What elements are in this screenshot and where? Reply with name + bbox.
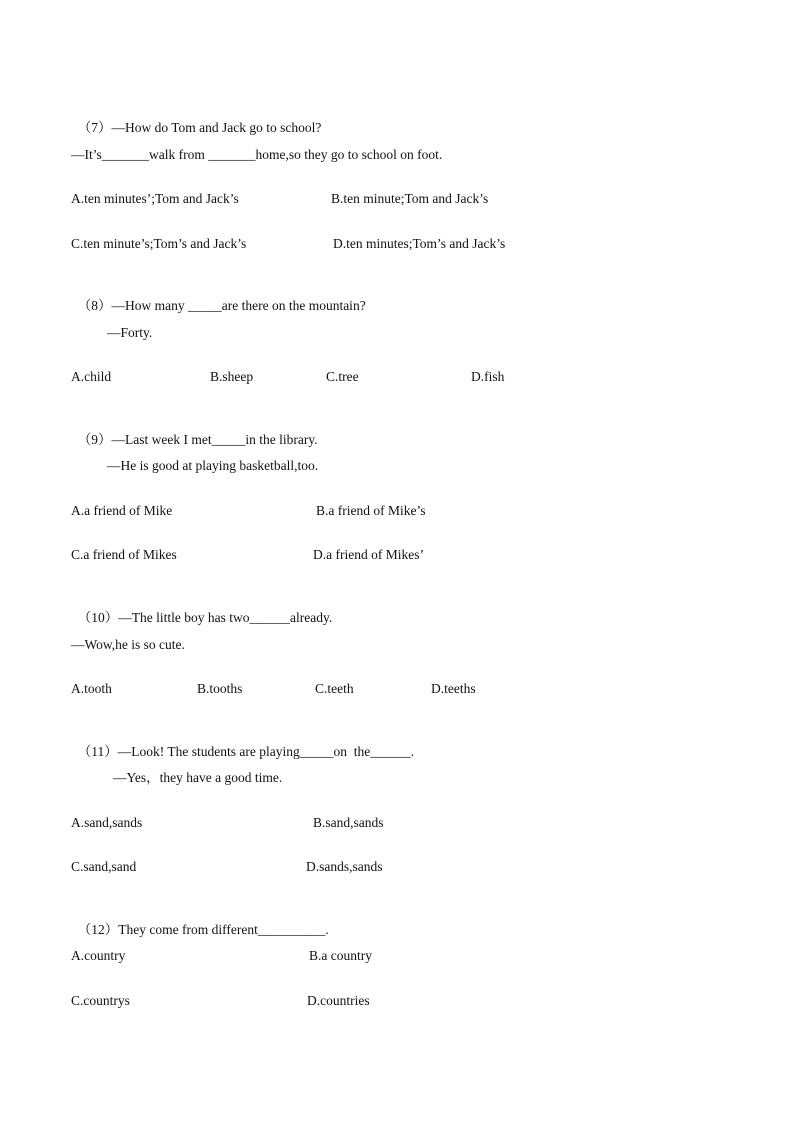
question-number: （9） [77, 432, 112, 447]
question-8-option-c[interactable]: C.tree [326, 369, 359, 384]
question-8-stem [71, 279, 366, 315]
question-number: （10） [77, 610, 119, 625]
question-7-option-a[interactable]: A.ten minutes’;Tom and Jack’s [71, 191, 239, 206]
question-10-followup: —Wow,he is so cute. [71, 637, 185, 652]
question-number: （11） [77, 744, 118, 759]
question-8-followup: —Forty. [107, 325, 153, 340]
question-12-option-a[interactable]: A.country [71, 948, 126, 963]
question-7-option-d[interactable]: D.ten minutes;Tom’s and Jack’s [333, 236, 506, 251]
question-11-option-d[interactable]: D.sands,sands [306, 859, 383, 874]
question-text: —The little boy has two______already. [118, 610, 333, 625]
question-9-followup: —He is good at playing basketball,too. [107, 458, 319, 473]
question-10-option-b[interactable]: B.tooths [197, 681, 243, 696]
question-9-option-b[interactable]: B.a friend of Mike’s [316, 503, 426, 518]
question-7-option-b[interactable]: B.ten minute;Tom and Jack’s [331, 191, 489, 206]
question-9-option-a[interactable]: A.a friend of Mike [71, 503, 173, 518]
question-10-option-a[interactable]: A.tooth [71, 681, 112, 696]
question-text: —Look! The students are playing_____on the______. [117, 744, 415, 759]
question-9-option-c[interactable]: C.a friend of Mikes [71, 547, 177, 562]
question-number: （7） [77, 120, 112, 135]
question-12-option-d[interactable]: D.countries [307, 993, 370, 1008]
question-10-option-c[interactable]: C.teeth [315, 681, 354, 696]
question-7-stem [71, 101, 321, 137]
question-11-followup: —Yes，they have a good time. [113, 770, 283, 785]
question-number: （8） [77, 298, 112, 313]
question-10-option-d[interactable]: D.teeths [431, 681, 476, 696]
question-9-option-d[interactable]: D.a friend of Mikes’ [313, 547, 424, 562]
question-11-option-b[interactable]: B.sand,sands [313, 815, 384, 830]
question-8-option-d[interactable]: D.fish [471, 369, 505, 384]
question-11-option-a[interactable]: A.sand,sands [71, 815, 143, 830]
question-text: —How many _____are there on the mountain? [111, 298, 366, 313]
question-12-option-b[interactable]: B.a country [309, 948, 372, 963]
question-11-option-c[interactable]: C.sand,sand [71, 859, 137, 874]
question-text: —How do Tom and Jack go to school? [111, 120, 322, 135]
question-12-stem [71, 903, 329, 939]
question-7-option-c[interactable]: C.ten minute’s;Tom’s and Jack’s [71, 236, 247, 251]
question-9-stem [71, 413, 318, 449]
question-text: They come from different__________. [118, 922, 329, 937]
question-12-option-c[interactable]: C.countrys [71, 993, 130, 1008]
question-8-option-b[interactable]: B.sheep [210, 369, 254, 384]
question-10-stem [71, 591, 332, 627]
question-7-followup: —It’s_______walk from _______home,so they go to school on foot. [71, 147, 443, 162]
question-text: —Last week I met_____in the library. [111, 432, 318, 447]
question-11-stem [71, 725, 414, 761]
question-8-option-a[interactable]: A.child [71, 369, 112, 384]
question-number: （12） [77, 922, 119, 937]
